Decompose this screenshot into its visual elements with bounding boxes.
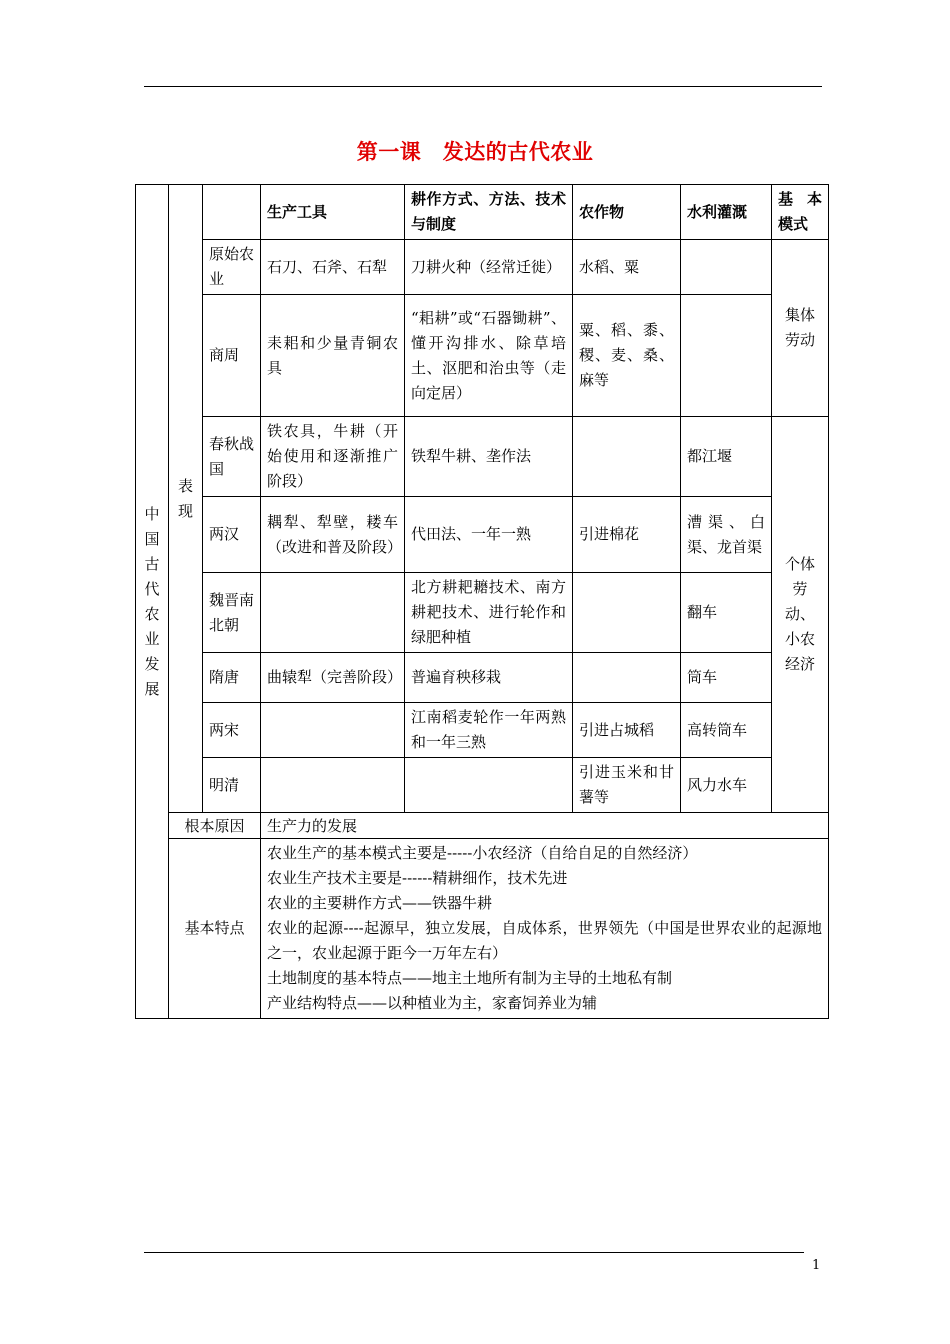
methods-cell: 代田法、一年一熟 xyxy=(405,497,573,573)
tools-cell xyxy=(261,703,405,758)
methods-cell: 普遍育秧移栽 xyxy=(405,653,573,703)
tools-cell: 铁农具，牛耕（开始使用和逐渐推广阶段） xyxy=(261,417,405,497)
crops-cell xyxy=(573,573,681,653)
mode-cell-collective: 集体劳动 xyxy=(772,240,829,417)
feature-line: 农业的起源----起源早，独立发展，自成体系，世界领先（中国是世界农业的起源地之一，农业起源于距今一万年左右） xyxy=(267,919,822,962)
feature-line: 土地制度的基本特点——地主土地所有制为主导的土地私有制 xyxy=(267,969,673,987)
section-label: 表现 xyxy=(177,476,193,520)
features-row xyxy=(136,839,829,1019)
period-cell: 明清 xyxy=(203,758,261,813)
tools-cell xyxy=(261,573,405,653)
methods-cell: 江南稻麦轮作一年两熟和一年三熟 xyxy=(405,703,573,758)
header-tools: 生产工具 xyxy=(261,185,405,240)
table-row xyxy=(136,703,829,758)
methods-cell: 北方耕耙耱技术、南方耕耙技术、进行轮作和绿肥种植 xyxy=(405,573,573,653)
crops-cell: 引进玉米和甘薯等 xyxy=(573,758,681,813)
agriculture-table xyxy=(135,184,829,1019)
period-cell: 两宋 xyxy=(203,703,261,758)
side-label-cell xyxy=(136,185,169,1019)
section-label-cell xyxy=(169,185,203,813)
period-cell: 春秋战国 xyxy=(203,417,261,497)
footer-rule xyxy=(144,1252,804,1253)
irrigation-cell xyxy=(681,295,772,417)
methods-cell: “耜耕”或“石器锄耕”、懂开沟排水、除草培土、沤肥和治虫等（走向定居） xyxy=(405,295,573,417)
methods-cell: 刀耕火种（经常迁徙） xyxy=(405,240,573,295)
table-row xyxy=(136,653,829,703)
table-row xyxy=(136,417,829,497)
methods-cell xyxy=(405,758,573,813)
mode-cell-individual: 个体劳动、小农经济 xyxy=(772,417,829,813)
tools-cell xyxy=(261,758,405,813)
feature-line: 农业生产技术主要是------精耕细作，技术先进 xyxy=(267,869,568,887)
table-row xyxy=(136,240,829,295)
period-cell: 魏晋南北朝 xyxy=(203,573,261,653)
table-row xyxy=(136,758,829,813)
table-row xyxy=(136,573,829,653)
period-cell: 原始农业 xyxy=(203,240,261,295)
irrigation-cell: 都江堰 xyxy=(681,417,772,497)
methods-cell: 铁犁牛耕、垄作法 xyxy=(405,417,573,497)
tools-cell: 石刀、石斧、石犁 xyxy=(261,240,405,295)
irrigation-cell: 筒车 xyxy=(681,653,772,703)
feature-line: 农业生产的基本模式主要是-----小农经济（自给自足的自然经济） xyxy=(267,844,698,862)
irrigation-cell: 翻车 xyxy=(681,573,772,653)
header-blank xyxy=(203,185,261,240)
page-title: 第一课 发达的古代农业 xyxy=(356,139,594,164)
page-number: 1 xyxy=(812,1258,821,1273)
table-row xyxy=(136,497,829,573)
features-text xyxy=(261,839,829,1019)
crops-cell: 粟、稻、黍、稷、麦、桑、麻等 xyxy=(573,295,681,417)
header-irrigation: 水利灌溉 xyxy=(681,185,772,240)
period-cell: 两汉 xyxy=(203,497,261,573)
side-label: 中国古代农业发展 xyxy=(144,504,160,698)
header-crops: 农作物 xyxy=(573,185,681,240)
table-header-row xyxy=(136,185,829,240)
features-label: 基本特点 xyxy=(169,839,261,1019)
root-cause-label: 根本原因 xyxy=(169,813,261,839)
root-cause-row xyxy=(136,813,829,839)
tools-cell: 耒耜和少量青铜农具 xyxy=(261,295,405,417)
irrigation-cell xyxy=(681,240,772,295)
crops-cell: 水稻、粟 xyxy=(573,240,681,295)
crops-cell: 引进棉花 xyxy=(573,497,681,573)
crops-cell xyxy=(573,653,681,703)
irrigation-cell: 风力水车 xyxy=(681,758,772,813)
root-cause-text: 生产力的发展 xyxy=(261,813,829,839)
irrigation-cell: 高转筒车 xyxy=(681,703,772,758)
header-mode: 基本模式 xyxy=(772,185,829,240)
irrigation-cell: 漕渠、白渠、龙首渠 xyxy=(681,497,772,573)
header-rule xyxy=(144,86,822,87)
crops-cell xyxy=(573,417,681,497)
feature-line: 农业的主要耕作方式——铁器牛耕 xyxy=(267,894,493,912)
period-cell: 商周 xyxy=(203,295,261,417)
table-row xyxy=(136,295,829,417)
header-methods: 耕作方式、方法、技术与制度 xyxy=(405,185,573,240)
period-cell: 隋唐 xyxy=(203,653,261,703)
tools-cell: 曲辕犁（完善阶段） xyxy=(261,653,405,703)
tools-cell: 耦犁、犁壁，耧车（改进和普及阶段） xyxy=(261,497,405,573)
feature-line: 产业结构特点——以种植业为主，家畜饲养业为辅 xyxy=(267,994,598,1012)
crops-cell: 引进占城稻 xyxy=(573,703,681,758)
